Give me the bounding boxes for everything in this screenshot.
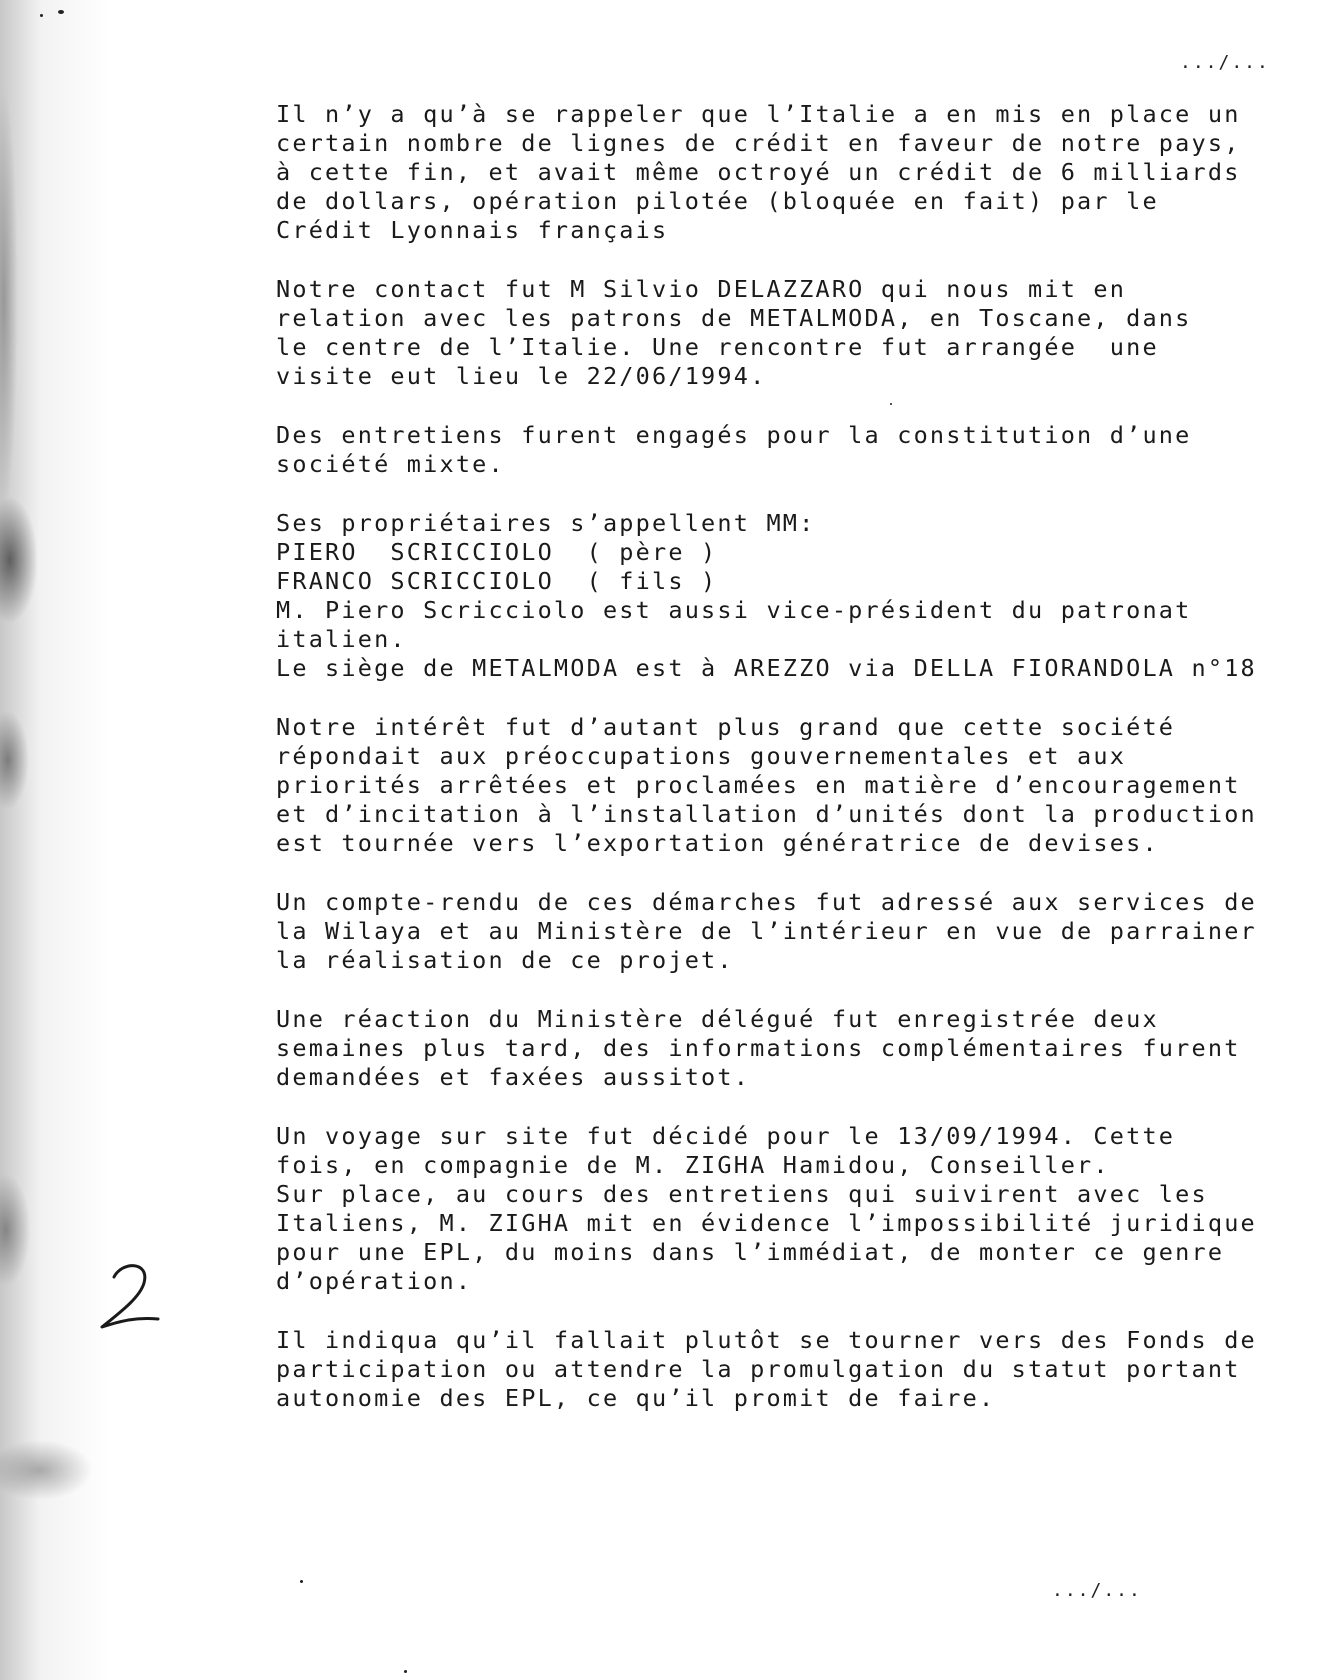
paragraph bbox=[276, 1122, 1326, 1296]
header-continuation-mark: .../... bbox=[1180, 52, 1270, 73]
text-line: le centre de l’Italie. Une rencontre fut arrangée une bbox=[276, 333, 1159, 361]
text-line: Un compte-rendu de ces démarches fut adressé aux services de bbox=[276, 888, 1257, 916]
text-line: à cette fin, et avait même octroyé un crédit de 6 milliards bbox=[276, 158, 1241, 186]
text-line: Une réaction du Ministère délégué fut enregistrée deux bbox=[276, 1005, 1159, 1033]
text-line: Sur place, au cours des entretiens qui suivirent avec les bbox=[276, 1180, 1208, 1208]
scan-shadow-edge bbox=[0, 0, 150, 1680]
text-line: Notre intérêt fut d’autant plus grand que cette société bbox=[276, 713, 1176, 741]
scan-speck bbox=[300, 1580, 303, 1583]
footer-continuation-mark: .../... bbox=[1052, 1580, 1142, 1601]
text-line: italien. bbox=[276, 625, 407, 653]
paragraph bbox=[276, 888, 1326, 975]
scan-speck bbox=[40, 14, 43, 17]
text-line: est tournée vers l’exportation génératrice de devises. bbox=[276, 829, 1159, 857]
document-body bbox=[276, 100, 1326, 1443]
text-line: Des entretiens furent engagés pour la constitution d’une bbox=[276, 421, 1192, 449]
text-line: autonomie des EPL, ce qu’il promit de faire. bbox=[276, 1384, 996, 1412]
paragraph bbox=[276, 509, 1326, 683]
text-line: Il n’y a qu’à se rappeler que l’Italie a en mis en place un bbox=[276, 100, 1241, 128]
text-line: demandées et faxées aussitot. bbox=[276, 1063, 751, 1091]
text-line: Le siège de METALMODA est à AREZZO via DELLA FIORANDOLA n°18 bbox=[276, 654, 1257, 682]
text-line: et d’incitation à l’installation d’unités dont la production bbox=[276, 800, 1257, 828]
paragraph bbox=[276, 713, 1326, 858]
text-line: M. Piero Scricciolo est aussi vice-président du patronat bbox=[276, 596, 1192, 624]
handwritten-page-number bbox=[92, 1255, 172, 1335]
scan-speck bbox=[58, 10, 64, 14]
text-line: PIERO SCRICCIOLO ( père ) bbox=[276, 538, 718, 566]
paragraph bbox=[276, 421, 1326, 479]
text-line: visite eut lieu le 22/06/1994. bbox=[276, 362, 767, 390]
text-line: la Wilaya et au Ministère de l’intérieur en vue de parrainer bbox=[276, 917, 1257, 945]
text-line: semaines plus tard, des informations complémentaires furent bbox=[276, 1034, 1241, 1062]
text-line: société mixte. bbox=[276, 450, 505, 478]
text-line: répondait aux préoccupations gouvernementales et aux bbox=[276, 742, 1127, 770]
text-line: Notre contact fut M Silvio DELAZZARO qui nous mit en bbox=[276, 275, 1127, 303]
paragraph bbox=[276, 1005, 1326, 1092]
text-line: la réalisation de ce projet. bbox=[276, 946, 734, 974]
text-line: Un voyage sur site fut décidé pour le 13/09/1994. Cette bbox=[276, 1122, 1176, 1150]
text-line: Crédit Lyonnais français bbox=[276, 216, 669, 244]
paragraph bbox=[276, 1326, 1326, 1413]
scan-speck bbox=[404, 1670, 407, 1673]
text-line: pour une EPL, du moins dans l’immédiat, de monter ce genre bbox=[276, 1238, 1225, 1266]
text-line: FRANCO SCRICCIOLO ( fils ) bbox=[276, 567, 718, 595]
text-line: fois, en compagnie de M. ZIGHA Hamidou, Conseiller. bbox=[276, 1151, 1110, 1179]
paragraph bbox=[276, 275, 1326, 391]
text-line: relation avec les patrons de METALMODA, en Toscane, dans bbox=[276, 304, 1192, 332]
text-line: Italiens, M. ZIGHA mit en évidence l’impossibilité juridique bbox=[276, 1209, 1257, 1237]
text-line: Ses propriétaires s’appellent MM: bbox=[276, 509, 816, 537]
text-line: priorités arrêtées et proclamées en matière d’encouragement bbox=[276, 771, 1241, 799]
text-line: d’opération. bbox=[276, 1267, 473, 1295]
text-line: de dollars, opération pilotée (bloquée en fait) par le bbox=[276, 187, 1159, 215]
paragraph bbox=[276, 100, 1326, 245]
text-line: certain nombre de lignes de crédit en faveur de notre pays, bbox=[276, 129, 1241, 157]
text-line: Il indiqua qu’il fallait plutôt se tourner vers des Fonds de bbox=[276, 1326, 1257, 1354]
text-line: participation ou attendre la promulgation du statut portant bbox=[276, 1355, 1241, 1383]
